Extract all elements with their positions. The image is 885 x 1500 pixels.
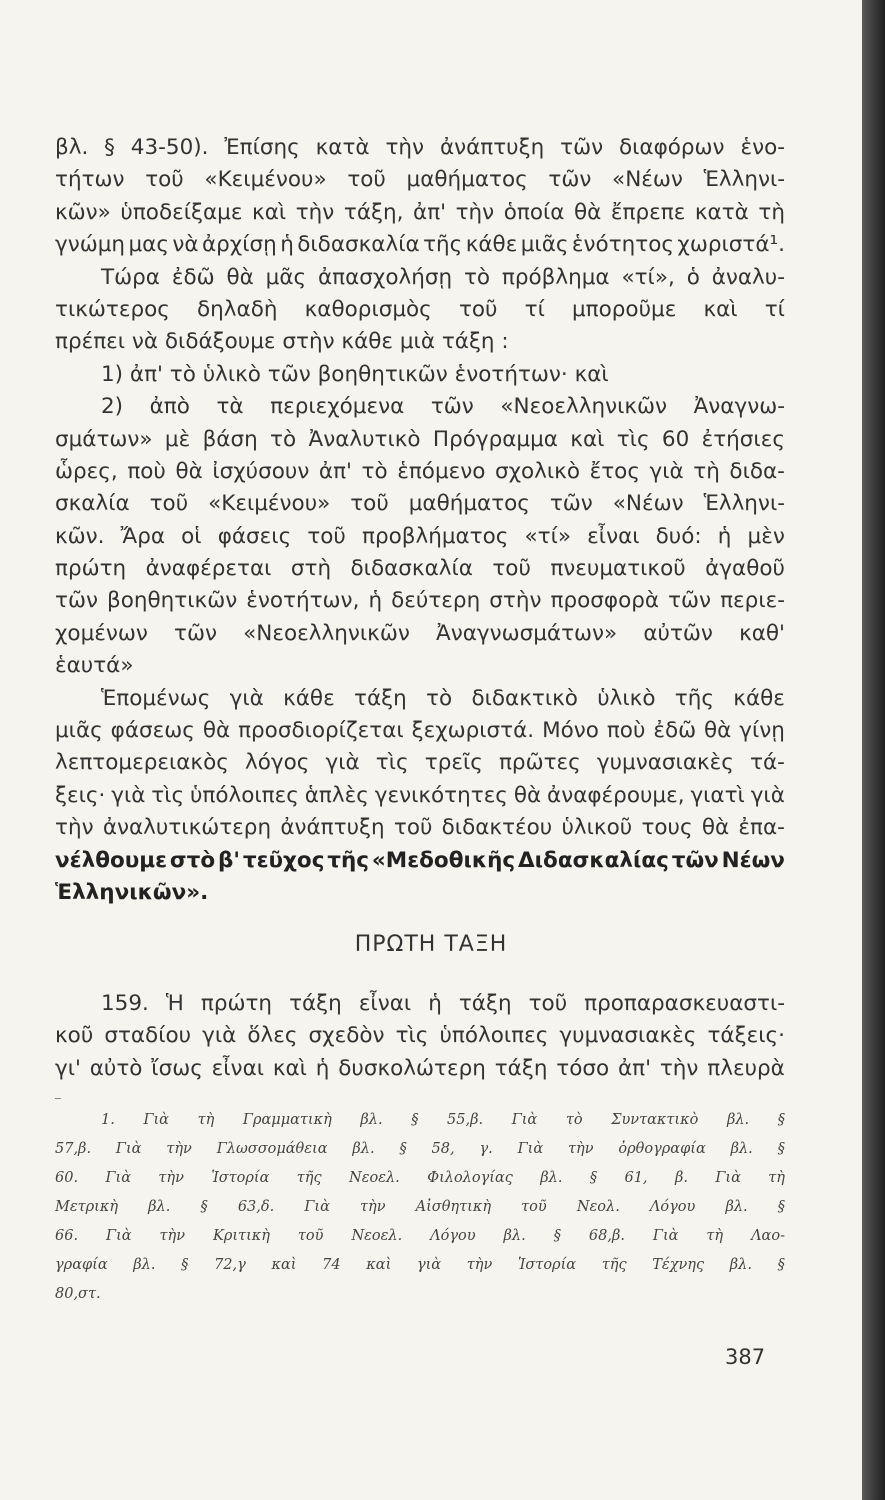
- text-line: 159. Ἡ πρώτη τάξη εἶναι ἡ τάξη τοῦ προπαρασκευαστι-: [101, 991, 785, 1016]
- footnote-line: 57,β. Γιὰ τὴν Γλωσσομάθεια βλ. § 58, γ. Γιὰ τὴν ὀρθογραφία βλ. §: [55, 1141, 785, 1157]
- text-line: Τώρα ἐδῶ θὰ μᾶς ἀπασχολήσῃ τὸ πρόβλημα «τί», ὁ ἀναλυ-: [101, 264, 785, 290]
- text-line: γνώμη μας νὰ ἀρχίσῃ ἡ διδασκαλία τῆς κάθε μιᾶς ἑνότητος χωριστά¹.: [55, 232, 785, 258]
- footnote-divider: [55, 1098, 61, 1099]
- main-text: [55, 132, 785, 909]
- text-line: χομένων τῶν «Νεοελληνικῶν Ἀναγνωσμάτων» αὐτῶν καθ': [55, 620, 785, 646]
- footnote-line: 80,στ.: [55, 1286, 101, 1302]
- footnote-line: Μετρικὴ βλ. § 63,δ. Γιὰ τὴν Αἰσθητικὴ τοῦ Νεολ. Λόγου βλ. §: [55, 1199, 785, 1215]
- text-line: σμάτων» μὲ βάση τὸ Ἀναλυτικὸ Πρόγραμμα καὶ τὶς 60 ἐτήσιες: [55, 426, 785, 452]
- text-line: μιᾶς φάσεως θὰ προσδιορίζεται ξεχωριστά. Μόνο ποὺ ἐδῶ θὰ γίνῃ: [55, 718, 785, 744]
- text-line: βλ. § 43-50). Ἐπίσης κατὰ τὴν ἀνάπτυξη τῶν διαφόρων ἑνο-: [55, 135, 785, 160]
- section-heading: ΠΡΩΤΗ ΤΑΞΗ: [354, 932, 508, 957]
- text-line: νέλθουμε στὸ β' τεῦχος τῆς «Μεδοθικῆς Διδασκαλίας τῶν Νέων: [55, 847, 785, 873]
- footnotes: [55, 1106, 785, 1309]
- section-paragraph: [55, 988, 785, 1085]
- text-line: πρέπει νὰ διδάξουμε στὴν κάθε μιὰ τάξη :: [55, 329, 509, 355]
- text-line: ξεις· γιὰ τὶς ὑπόλοιπες ἁπλὲς γενικότητες θὰ ἀναφέρουμε, γιατὶ γιὰ: [55, 782, 785, 808]
- book-binding-edge: [862, 0, 885, 1500]
- text-line: τῶν βοηθητικῶν ἑνοτήτων, ἡ δεύτερη στὴν προσφορὰ τῶν περιε-: [55, 588, 785, 614]
- text-line: τικώτερος δηλαδὴ καθορισμὸς τοῦ τί μποροῦμε καὶ τί: [55, 296, 785, 322]
- text-line: τήτων τοῦ «Κειμένου» τοῦ μαθήματος τῶν «Νέων Ἑλληνι-: [55, 167, 785, 193]
- footnote-line: γραφία βλ. § 72,γ καὶ 74 καὶ γιὰ τὴν Ἱστορία τῆς Τέχνης βλ. §: [55, 1257, 785, 1273]
- footnote-line: 66. Γιὰ τὴν Κριτικὴ τοῦ Νεοελ. Λόγου βλ. § 68,β. Γιὰ τὴ Λαο-: [55, 1228, 785, 1244]
- text-line: 2) ἀπὸ τὰ περιεχόμενα τῶν «Νεοελληνικῶν Ἀναγνω-: [101, 394, 785, 420]
- page-number: 387: [725, 1345, 766, 1369]
- text-line: ὧρες, ποὺ θὰ ἰσχύσουν ἀπ' τὸ ἑπόμενο σχολικὸ ἔτος γιὰ τὴ διδα-: [55, 458, 785, 484]
- text-line: λεπτομερειακὸς λόγος γιὰ τὶς τρεῖς πρῶτες γυμνασιακὲς τά-: [55, 750, 785, 776]
- text-line: κῶν. Ἄρα οἱ φάσεις τοῦ προβλήματος «τί» εἶναι δυό: ἡ μὲν: [55, 523, 785, 549]
- text-line: ἑαυτά»: [55, 653, 134, 679]
- text-line: κοῦ σταδίου γιὰ ὅλες σχεδὸν τὶς ὑπόλοιπες γυμνασιακὲς τάξεις·: [55, 1023, 785, 1049]
- footnote-line: 60. Γιὰ τὴν Ἱστορία τῆς Νεοελ. Φιλολογίας βλ. § 61, β. Γιὰ τὴ: [55, 1170, 785, 1186]
- text-line: τὴν ἀναλυτικώτερη ἀνάπτυξη τοῦ διδακτέου ὑλικοῦ τους θὰ ἐπα-: [55, 815, 785, 841]
- text-line: γι' αὐτὸ ἴσως εἶναι καὶ ἡ δυσκολώτερη τάξη τόσο ἀπ' τὴν πλευρὰ: [55, 1055, 785, 1081]
- text-line: Ἑλληνικῶν».: [55, 879, 209, 905]
- text-line: κῶν» ὑποδείξαμε καὶ τὴν τάξη, ἀπ' τὴν ὁποία θὰ ἔπρεπε κατὰ τὴ: [55, 199, 785, 225]
- text-line: σκαλία τοῦ «Κειμένου» τοῦ μαθήματος τῶν «Νέων Ἑλληνι-: [55, 491, 785, 517]
- text-line: Ἑπομένως γιὰ κάθε τάξη τὸ διδακτικὸ ὑλικὸ τῆς κάθε: [101, 685, 785, 711]
- footnote-line: 1. Γιὰ τὴ Γραμματικὴ βλ. § 55,β. Γιὰ τὸ Συντακτικὸ βλ. §: [101, 1112, 785, 1128]
- text-line: πρώτη ἀναφέρεται στὴ διδασκαλία τοῦ πνευματικοῦ ἀγαθοῦ: [55, 556, 785, 582]
- text-line: 1) ἀπ' τὸ ὑλικὸ τῶν βοηθητικῶν ἑνοτήτων· καὶ: [101, 361, 609, 387]
